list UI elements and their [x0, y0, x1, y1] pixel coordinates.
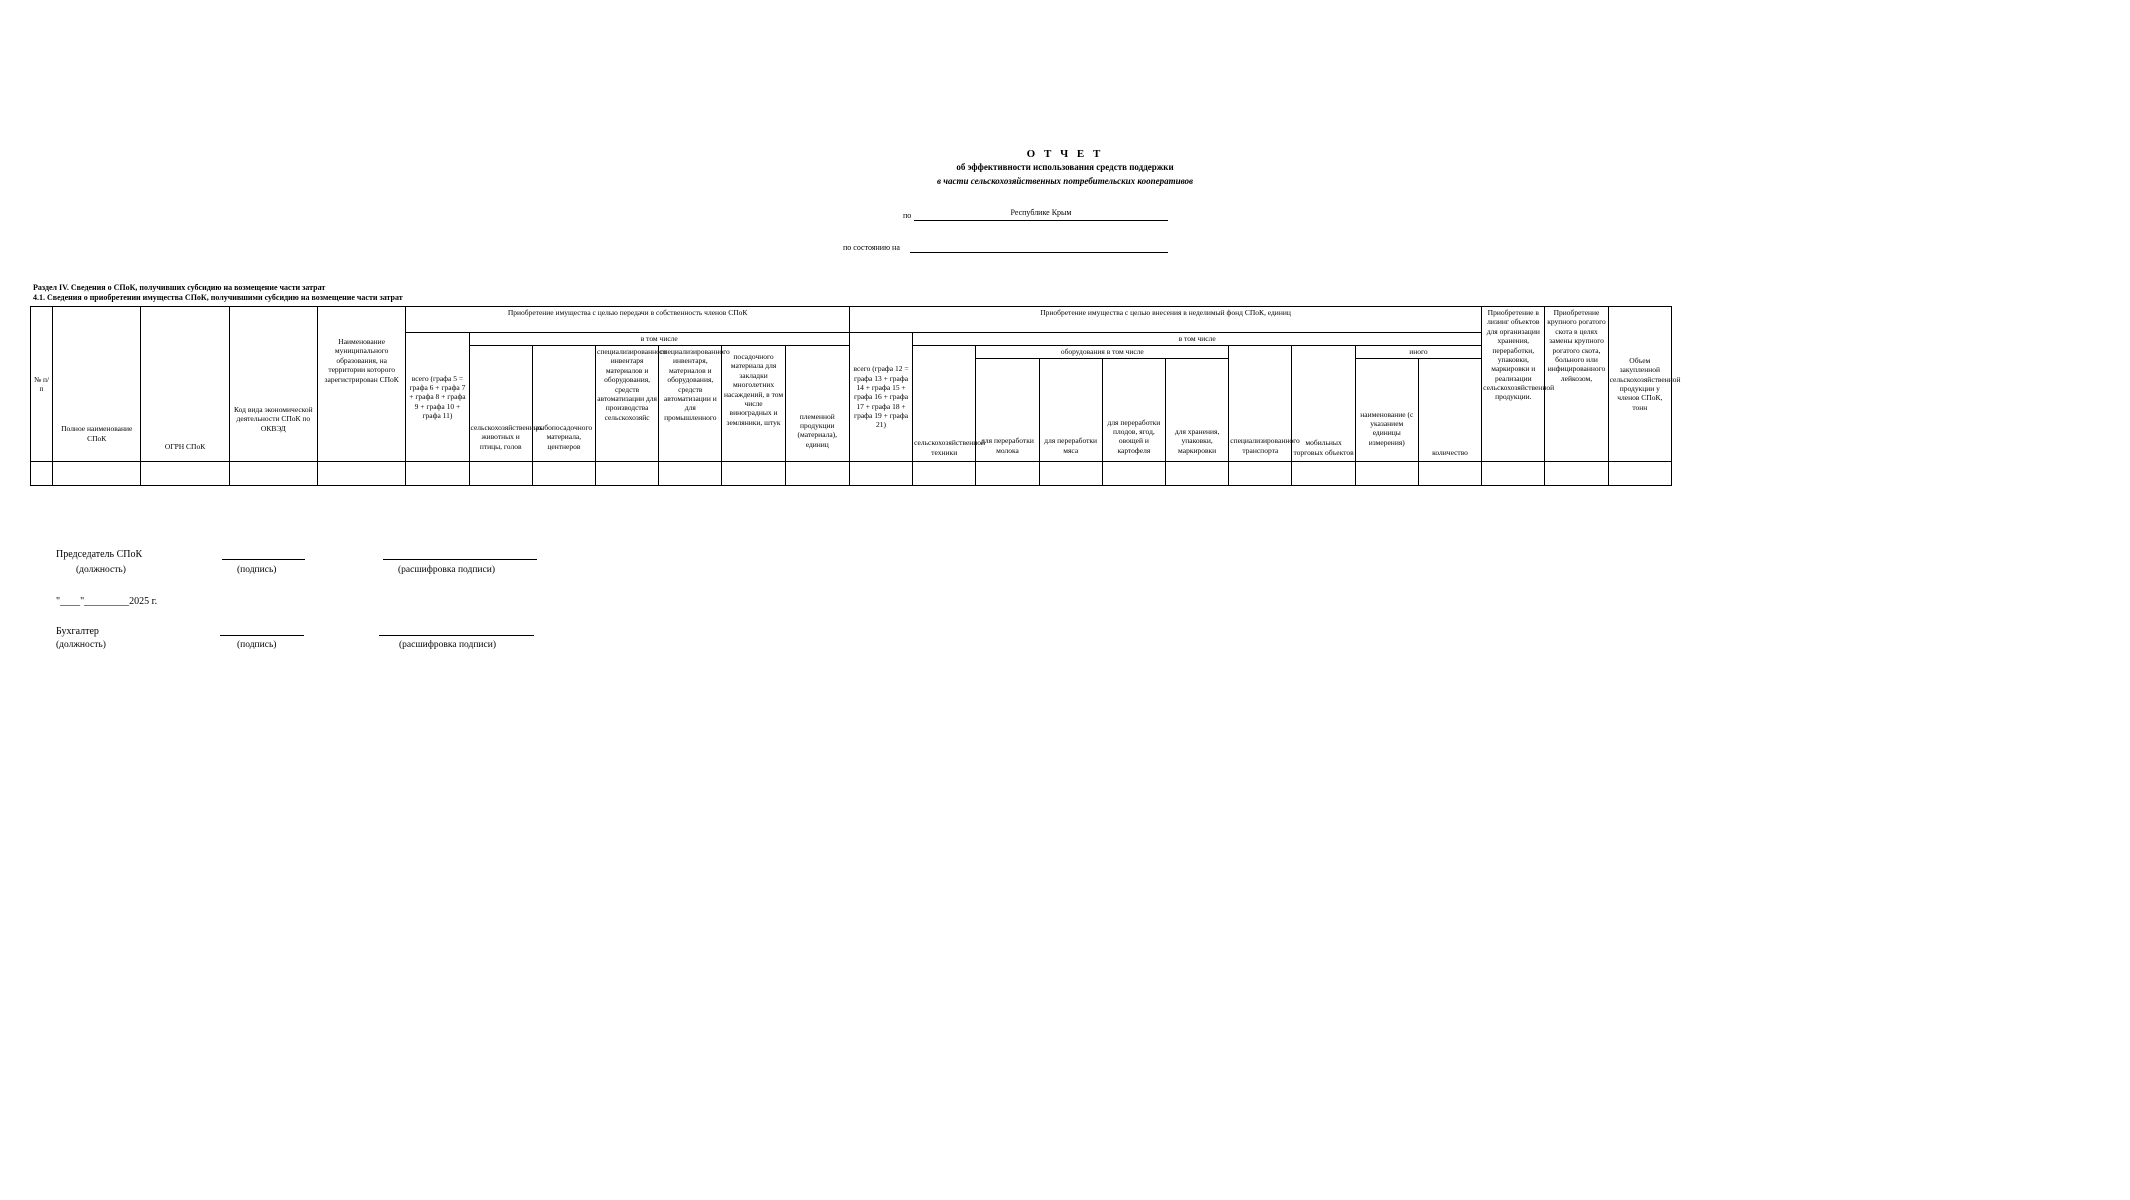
col-ogrn: ОГРН СПоК [141, 307, 229, 462]
col-b-other-name: наименование (с указанием единицы измерения) [1355, 359, 1418, 462]
section-title: Раздел IV. Сведения о СПоК, получивших субсидию на возмещение части затрат [33, 283, 326, 292]
col-b-fruit: для переработки плодов, ягод, овощей и картофеля [1102, 359, 1165, 462]
signature-date: "____"_________2025 г. [56, 596, 158, 607]
section-subtitle: 4.1. Сведения о приобретении имущества СПоК, получившими субсидию на возмещение части затрат [33, 293, 403, 302]
group-a-incl: в том числе [469, 333, 849, 346]
chair-position-caption: (должность) [76, 565, 126, 575]
col-a-fish: рыбопосадочного материала, центнеров [532, 346, 595, 462]
report-subtitle: об эффективности использования средств поддержки [956, 162, 1174, 172]
col-b-other-qty: количество [1418, 359, 1481, 462]
col-b-transport: специализированного транспорта [1229, 346, 1292, 462]
date-label: по состоянию на [843, 243, 900, 252]
col-num: № п/п [31, 307, 53, 462]
region-label: по [903, 211, 912, 220]
col-volume: Объем закупленной сельскохозяйственной продукции у членов СПоК, тонн [1608, 307, 1671, 462]
col-a-equip-agri: специализированного инвентаря материалов и оборудования, средств автоматизации для производства сельскохозяйс [595, 346, 658, 462]
group-a-header: Приобретение имущества с целью передачи в собственность членов СПоК [406, 307, 850, 333]
chair-signature-line [222, 559, 305, 560]
region-field: Республике Крым [914, 208, 1168, 221]
date-field [910, 240, 1168, 253]
accountant-decode-caption: (расшифровка подписи) [399, 640, 496, 650]
accountant-decode-line [379, 635, 534, 636]
chair-decode-caption: (расшифровка подписи) [398, 565, 495, 575]
accountant-title: Бухгалтер [56, 626, 99, 637]
col-cattle: Приобретение крупного рогатого скота в целях замены крупного рогатого скота, больного или инфицированного лейкозом, [1545, 307, 1608, 462]
col-municipality: Наименование муниципального образования, на территории которого зарегистрирован СПоК [318, 307, 406, 462]
accountant-position-caption: (должность) [56, 640, 106, 650]
col-okved: Код вида экономической деятельности СПоК по ОКВЭД [229, 307, 317, 462]
col-b-machinery: сельскохозяйственной техники [913, 346, 976, 462]
col-a-planting: посадочного материала для закладки многолетних насаждений, в том числе виноградных и земляники, штук [722, 346, 785, 462]
col-b-mobile: мобильных торговых объектов [1292, 346, 1355, 462]
report-title: О Т Ч Е Т [1026, 148, 1104, 160]
table-row [31, 462, 1672, 486]
col-group-b-total: всего (графа 12 = графа 13 + графа 14 + графа 15 + графа 16 + графа 17 + графа 18 + графа 19 + графа 21) [849, 333, 912, 462]
report-subtitle-italic: в части сельскохозяйственных потребительских кооперативов [936, 176, 1194, 186]
col-group-a-total: всего (графа 5 = графа 6 + графа 7 + графа 8 + графа 9 + графа 10 + графа 11) [406, 333, 469, 462]
col-b-milk: для переработки молока [976, 359, 1039, 462]
col-lease: Приобретение в лизинг объектов для организации хранения, переработки, упаковки, маркировки и реализации сельскохозяйственной продукции. [1482, 307, 1545, 462]
col-b-storage: для хранения, упаковки, маркировки [1166, 359, 1229, 462]
report-table [30, 306, 1681, 486]
group-b-incl: в том числе [913, 333, 1482, 346]
col-a-feed: племенной продукции (материала), единиц [785, 346, 849, 462]
chair-decode-line [383, 559, 537, 560]
b-other-header: иного [1355, 346, 1482, 359]
col-a-animals: сельскохозяйственных животных и птицы, голов [469, 346, 532, 462]
col-name: Полное наименование СПоК [53, 307, 141, 462]
col-a-equip-ind: специализированного инвентаря, материалов и оборудования, средств автоматизации и для промышленного [659, 346, 722, 462]
chair-signature-caption: (подпись) [237, 565, 277, 575]
group-b-header: Приобретение имущества с целью внесения в неделимый фонд СПоК, единиц [849, 307, 1481, 333]
accountant-signature-line [220, 635, 304, 636]
col-b-meat: для переработки мяса [1039, 359, 1102, 462]
chair-title: Председатель СПоК [56, 549, 143, 560]
b-equipment-header: оборудования в том числе [976, 346, 1229, 359]
accountant-signature-caption: (подпись) [237, 640, 277, 650]
